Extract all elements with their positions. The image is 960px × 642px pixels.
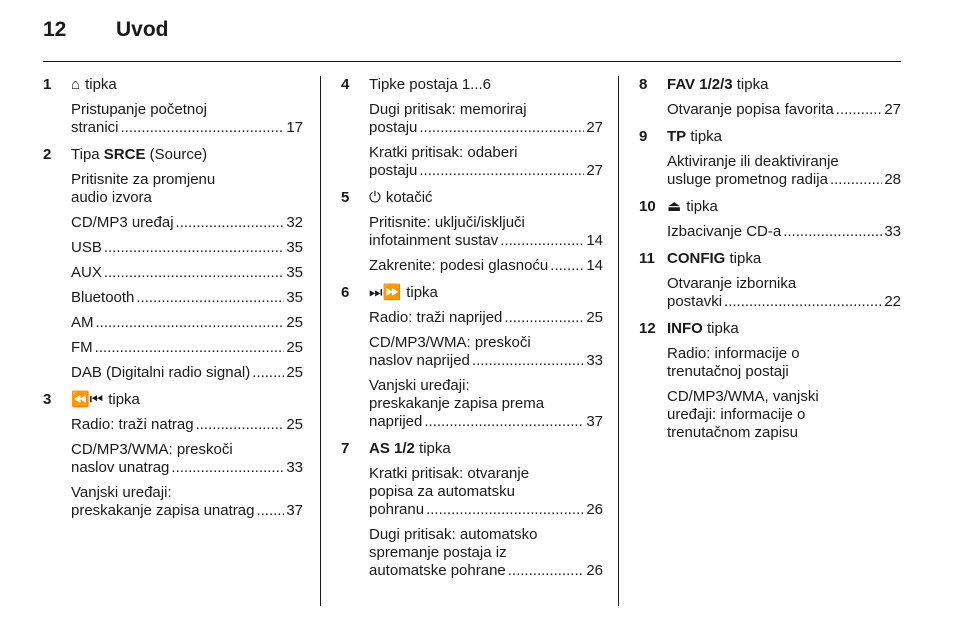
description-line — [667, 363, 901, 381]
item-prefix: Tipa — [71, 146, 100, 163]
page-reference: 25 — [286, 416, 303, 433]
description-text: Otvaranje izbornika — [667, 275, 797, 292]
page-reference: 28 — [884, 171, 901, 188]
button-name: AS 1/2 — [369, 440, 415, 457]
dot-leader — [104, 264, 284, 282]
item-description — [369, 257, 603, 275]
description-line — [667, 345, 901, 363]
description-text: usluge prometnog radija — [667, 171, 828, 188]
description-line — [369, 562, 603, 580]
item-description — [71, 484, 303, 520]
home-icon: ⌂ — [71, 76, 81, 93]
description-text: Zakrenite: podesi glasnoću — [369, 257, 549, 274]
item-description — [71, 239, 303, 257]
description-line — [667, 223, 901, 241]
description-text: trenutačnom zapisu — [667, 424, 798, 441]
item-description — [71, 416, 303, 434]
description-text: naprijed — [369, 413, 423, 430]
description-line — [71, 441, 303, 459]
item-label: tipka — [406, 284, 438, 301]
page-reference: 17 — [286, 119, 303, 136]
description-line — [369, 334, 603, 352]
item-description — [71, 339, 303, 357]
item-description — [369, 334, 603, 370]
description-text: Pritisnite: uključi/isključi — [369, 214, 525, 231]
item-description — [71, 364, 303, 382]
description-text: Vanjski uređaji: — [369, 377, 470, 394]
dot-leader — [550, 257, 584, 275]
item-description — [71, 214, 303, 232]
description-line — [71, 264, 303, 282]
item-heading — [369, 440, 603, 458]
description-text: uređaji: informacije o — [667, 406, 806, 423]
item-description — [369, 309, 603, 327]
item-heading — [667, 198, 901, 216]
item-heading — [667, 250, 901, 268]
item-label: (Source) — [149, 146, 208, 163]
dot-leader — [136, 289, 284, 307]
description-line — [369, 257, 603, 275]
description-text: Otvaranje popisa favorita — [667, 101, 834, 118]
item-number: 3 — [43, 391, 52, 408]
description-text: audio izvora — [71, 189, 152, 206]
description-text: AM — [71, 314, 94, 331]
page-reference: 25 — [586, 309, 603, 326]
item-description — [667, 275, 901, 311]
item-number: 7 — [341, 440, 350, 457]
item-label: tipka — [729, 250, 762, 267]
description-line — [71, 484, 303, 502]
page-reference: 27 — [884, 101, 901, 118]
description-line — [71, 416, 303, 434]
description-line — [369, 352, 603, 370]
page-reference: 27 — [586, 119, 603, 136]
item-number: 11 — [639, 250, 655, 267]
description-line — [71, 339, 303, 357]
page-reference: 32 — [286, 214, 303, 231]
button-name: CONFIG — [667, 250, 726, 267]
description-text: Radio: informacije o — [667, 345, 800, 362]
item-description — [369, 144, 603, 180]
description-text: naslov naprijed — [369, 352, 470, 369]
description-line — [71, 214, 303, 232]
item-label: tipka — [707, 320, 739, 337]
description-line — [369, 162, 603, 180]
description-line — [667, 101, 901, 119]
description-text: stranici — [71, 119, 119, 136]
page-reference: 26 — [586, 562, 603, 579]
dot-leader — [472, 352, 584, 370]
description-text: infotainment sustav — [369, 232, 499, 249]
description-text: Aktiviranje ili deaktiviranje — [667, 153, 839, 170]
page-reference: 14 — [586, 257, 603, 274]
dot-leader — [196, 416, 285, 434]
description-line — [369, 101, 603, 119]
item-description — [667, 388, 901, 442]
description-text: Radio: traži naprijed — [369, 309, 503, 326]
description-text: postavki — [667, 293, 723, 310]
item-label: tipka — [85, 76, 117, 93]
item-description — [71, 264, 303, 282]
description-text: Pritisnite za promjenu — [71, 171, 216, 188]
description-line — [71, 364, 303, 382]
item-label: tipka — [686, 198, 718, 215]
description-text: spremanje postaja iz — [369, 544, 507, 561]
page-reference: 35 — [286, 264, 303, 281]
description-line — [369, 483, 603, 501]
description-text: CD/MP3/WMA: preskoči — [369, 334, 531, 351]
page-reference: 25 — [286, 339, 303, 356]
list-item — [639, 320, 901, 442]
page-reference: 35 — [286, 289, 303, 306]
dot-leader — [783, 223, 882, 241]
page-reference: 26 — [586, 501, 603, 518]
item-heading — [71, 391, 303, 409]
dot-leader — [176, 214, 285, 232]
dot-leader — [171, 459, 284, 477]
item-description — [369, 526, 603, 580]
seek-back-icon: ⏪⏮ — [71, 391, 104, 408]
description-line — [667, 153, 901, 171]
dot-leader — [504, 309, 584, 327]
item-description — [667, 223, 901, 241]
item-description — [71, 171, 303, 207]
dot-leader — [419, 119, 584, 137]
column-divider-1 — [320, 76, 321, 606]
item-description — [667, 101, 901, 119]
item-heading — [667, 76, 901, 94]
description-line — [71, 119, 303, 137]
description-line — [667, 388, 901, 406]
description-text: Dugi pritisak: automatsko — [369, 526, 538, 543]
item-number: 12 — [639, 320, 656, 337]
item-label: tipka — [736, 76, 769, 93]
list-item — [639, 128, 901, 189]
description-line — [667, 275, 901, 293]
description-line — [369, 377, 603, 395]
page-reference: 25 — [286, 364, 303, 381]
description-line — [369, 395, 603, 413]
description-text: postaju — [369, 162, 418, 179]
page-reference: 33 — [586, 352, 603, 369]
item-heading — [369, 284, 603, 302]
list-item — [341, 284, 603, 431]
description-text: Pristupanje početnoj — [71, 101, 207, 118]
page-reference: 35 — [286, 239, 303, 256]
item-description — [71, 289, 303, 307]
item-heading — [667, 320, 901, 338]
description-text: CD/MP3/WMA, vanjski — [667, 388, 819, 405]
description-text: USB — [71, 239, 102, 256]
description-text: AUX — [71, 264, 102, 281]
button-name: FAV 1/2/3 — [667, 76, 733, 93]
description-text: Radio: traži natrag — [71, 416, 194, 433]
description-line — [369, 144, 603, 162]
description-text: popisa za automatsku — [369, 483, 515, 500]
description-line — [369, 214, 603, 232]
item-description — [369, 214, 603, 250]
power-icon: ⏻ — [369, 189, 381, 206]
description-line — [667, 406, 901, 424]
description-text: pohranu — [369, 501, 425, 518]
description-line — [71, 171, 303, 189]
list-item — [341, 76, 603, 180]
column-divider-2 — [618, 76, 619, 606]
description-text: Dugi pritisak: memoriraj — [369, 101, 527, 118]
page-reference: 14 — [586, 232, 603, 249]
item-heading — [71, 146, 303, 164]
list-item — [43, 76, 303, 137]
dot-leader — [252, 364, 284, 382]
eject-icon: ⏏ — [667, 198, 682, 215]
item-label: kotačić — [385, 189, 433, 206]
page-reference: 22 — [884, 293, 901, 310]
list-item — [639, 76, 901, 119]
button-name: TP — [667, 128, 687, 145]
description-text: preskakanje zapisa prema — [369, 395, 545, 412]
item-description — [71, 441, 303, 477]
item-number: 1 — [43, 76, 52, 93]
dot-leader — [256, 502, 284, 520]
description-text: postaju — [369, 119, 418, 136]
description-line — [71, 189, 303, 207]
description-text: Izbacivanje CD-a — [667, 223, 782, 240]
description-text: Bluetooth — [71, 289, 135, 306]
description-line — [369, 526, 603, 544]
dot-leader — [424, 413, 584, 431]
description-text: trenutačnoj postaji — [667, 363, 789, 380]
dot-leader — [121, 119, 285, 137]
description-line — [71, 314, 303, 332]
item-number: 10 — [639, 198, 656, 215]
item-label: tipka — [419, 440, 451, 457]
item-description — [369, 377, 603, 431]
page-reference: 37 — [586, 413, 603, 430]
item-number: 5 — [341, 189, 350, 206]
dot-leader — [508, 562, 585, 580]
dot-leader — [830, 171, 882, 189]
item-description — [369, 101, 603, 137]
column-1 — [43, 76, 303, 520]
dot-leader — [426, 501, 584, 519]
description-text: naslov unatrag — [71, 459, 170, 476]
dot-leader — [104, 239, 284, 257]
page-reference: 27 — [586, 162, 603, 179]
button-name: INFO — [667, 320, 703, 337]
description-text: preskakanje zapisa unatrag — [71, 502, 255, 519]
description-line — [369, 501, 603, 519]
item-description — [71, 314, 303, 332]
item-description — [667, 153, 901, 189]
item-label: tipka — [108, 391, 140, 408]
item-number: 6 — [341, 284, 350, 301]
description-line — [369, 232, 603, 250]
description-line — [71, 459, 303, 477]
list-item — [43, 146, 303, 382]
description-line — [369, 465, 603, 483]
description-line — [369, 413, 603, 431]
item-heading — [667, 128, 901, 146]
page-reference: 37 — [286, 502, 303, 519]
description-line — [667, 171, 901, 189]
item-label: tipka — [690, 128, 723, 145]
item-number: 4 — [341, 76, 350, 93]
item-description — [71, 101, 303, 137]
page-number: 12 — [43, 18, 67, 41]
item-description — [667, 345, 901, 381]
header-rule — [43, 61, 901, 62]
item-number: 2 — [43, 146, 52, 163]
item-heading — [369, 76, 603, 94]
page-reference: 33 — [884, 223, 901, 240]
list-item — [341, 189, 603, 275]
description-line — [369, 119, 603, 137]
description-text: Kratki pritisak: odaberi — [369, 144, 518, 161]
dot-leader — [724, 293, 882, 311]
column-3 — [639, 76, 901, 442]
list-item — [43, 391, 303, 520]
description-text: Kratki pritisak: otvaranje — [369, 465, 530, 482]
dot-leader — [95, 339, 285, 357]
description-line — [369, 309, 603, 327]
description-line — [667, 424, 901, 442]
list-item — [341, 440, 603, 580]
description-text: FM — [71, 339, 93, 356]
description-text: Vanjski uređaji: — [71, 484, 172, 501]
item-label: Tipke postaja 1...6 — [369, 76, 492, 93]
item-number: 9 — [639, 128, 648, 145]
seek-forward-icon: ⏭⏩ — [369, 284, 402, 301]
description-line — [369, 544, 603, 562]
dot-leader — [96, 314, 285, 332]
column-2 — [341, 76, 603, 580]
page-reference: 33 — [286, 459, 303, 476]
dot-leader — [500, 232, 584, 250]
description-line — [71, 239, 303, 257]
page-reference: 25 — [286, 314, 303, 331]
description-line — [71, 101, 303, 119]
description-text: automatske pohrane — [369, 562, 506, 579]
dot-leader — [836, 101, 883, 119]
button-name: SRCE — [103, 146, 146, 163]
list-item — [639, 250, 901, 311]
description-text: DAB (Digitalni radio signal) — [71, 364, 251, 381]
description-line — [71, 502, 303, 520]
item-heading — [71, 76, 303, 94]
item-description — [369, 465, 603, 519]
list-item — [639, 198, 901, 241]
description-text: CD/MP3/WMA: preskoči — [71, 441, 233, 458]
item-heading — [369, 189, 603, 207]
description-text: CD/MP3 uređaj — [71, 214, 174, 231]
item-number: 8 — [639, 76, 648, 93]
dot-leader — [419, 162, 584, 180]
description-line — [71, 289, 303, 307]
description-line — [667, 293, 901, 311]
page-title: Uvod — [116, 18, 169, 41]
